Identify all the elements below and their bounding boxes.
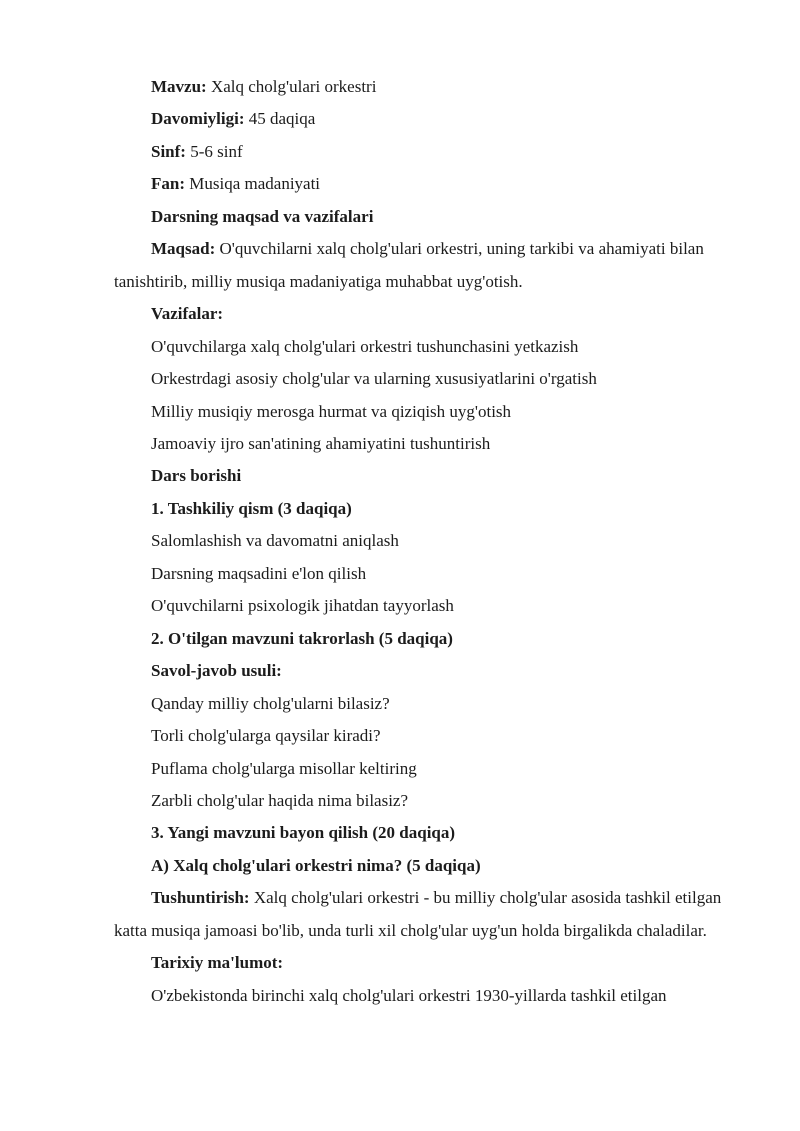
paragraph-lead: Tushuntirish: bbox=[151, 888, 250, 908]
heading-yangi-mavzu bbox=[114, 817, 740, 849]
heading-tashkiliy-qism bbox=[114, 493, 740, 525]
paragraph bbox=[114, 590, 740, 622]
paragraph-text: Xalq cholg'ulari orkestri bbox=[206, 77, 377, 96]
paragraph bbox=[114, 720, 740, 752]
paragraph bbox=[114, 363, 740, 395]
paragraph-text: Salomlashish va davomatni aniqlash bbox=[151, 531, 399, 551]
heading-tarixiy-malumot bbox=[114, 947, 740, 979]
paragraph-lead: Tarixiy ma'lumot: bbox=[151, 953, 284, 973]
paragraph-maqsad bbox=[114, 233, 740, 298]
paragraph-text: Puflama cholg'ularga misollar keltiring bbox=[151, 758, 417, 778]
paragraph bbox=[114, 525, 740, 557]
paragraph-fan bbox=[114, 168, 740, 200]
paragraph-lead: Dars borishi bbox=[151, 466, 242, 486]
paragraph-text: O'quvchilarni xalq cholg'ulari orkestri, uning tarkibi va ahamiyati bilan tanishtirib, milliy musiqa madaniyatiga muhabbat uyg'otish. bbox=[114, 239, 704, 291]
paragraph bbox=[114, 753, 740, 785]
paragraph-lead: Mavzu: bbox=[151, 77, 207, 96]
paragraph-text: O'quvchilarni psixologik jihatdan tayyorlash bbox=[151, 596, 454, 616]
paragraph-lead: Vazifalar: bbox=[151, 304, 224, 324]
paragraph-text: O'quvchilarga xalq cholg'ulari orkestri tushunchasini yetkazish bbox=[151, 336, 579, 356]
paragraph-text: Torli cholg'ularga qaysilar kiradi? bbox=[151, 726, 381, 746]
paragraph-text: 5-6 sinf bbox=[185, 141, 243, 161]
paragraph-lead: Darsning maqsad va vazifalari bbox=[151, 206, 374, 226]
paragraph bbox=[114, 331, 740, 363]
paragraph-davomiyligi bbox=[114, 103, 740, 135]
heading-savol-javob bbox=[114, 655, 740, 687]
paragraph-text: Orkestrdagi asosiy cholg'ular va ularning xususiyatlarini o'rgatish bbox=[151, 369, 597, 389]
paragraph-tushuntirish bbox=[114, 882, 740, 947]
paragraph bbox=[114, 785, 740, 817]
paragraph-lead: 2. O'tilgan mavzuni takrorlash (5 daqiqa) bbox=[151, 628, 453, 648]
paragraph-text: Zarbli cholg'ular haqida nima bilasiz? bbox=[151, 790, 409, 810]
paragraph-lead: Davomiyligi: bbox=[151, 109, 245, 129]
paragraph-text: Musiqa madaniyati bbox=[185, 174, 321, 194]
heading-dars-borishi bbox=[114, 460, 740, 492]
paragraph bbox=[114, 688, 740, 720]
paragraph-lead: Maqsad: bbox=[151, 239, 216, 259]
paragraph bbox=[114, 980, 740, 1012]
paragraph-lead: 3. Yangi mavzuni bayon qilish (20 daqiqa) bbox=[151, 823, 456, 843]
heading-vazifalar bbox=[114, 298, 740, 330]
paragraph-sinf bbox=[114, 136, 740, 168]
paragraph bbox=[114, 428, 740, 460]
paragraph-text: Milliy musiqiy merosga hurmat va qiziqish uyg'otish bbox=[151, 401, 512, 421]
paragraph-mavzu bbox=[114, 71, 740, 103]
paragraph-text: Darsning maqsadini e'lon qilish bbox=[151, 563, 367, 583]
paragraph-text: O'zbekistonda birinchi xalq cholg'ulari orkestri 1930-yillarda tashkil etilgan bbox=[151, 985, 667, 1005]
paragraph-text: Xalq cholg'ulari orkestri - bu milliy cholg'ular asosida tashkil etilgan katta musiqa jamoasi bo'lib, unda turli xil cholg'ular uyg'un holda birgalikda chaladilar. bbox=[114, 888, 722, 940]
paragraph-text: Jamoaviy ijro san'atining ahamiyatini tushuntirish bbox=[151, 433, 491, 453]
paragraph-lead: Sinf: bbox=[151, 141, 186, 161]
paragraph-lead: A) Xalq cholg'ulari orkestri nima? (5 daqiqa) bbox=[151, 855, 481, 875]
paragraph-lead: Fan: bbox=[151, 174, 185, 194]
paragraph bbox=[114, 558, 740, 590]
paragraph-text: Qanday milliy cholg'ularni bilasiz? bbox=[151, 693, 390, 713]
heading-orkestr-nima bbox=[114, 850, 740, 882]
paragraph-lead: 1. Tashkiliy qism (3 daqiqa) bbox=[151, 498, 352, 518]
paragraph-text: 45 daqiqa bbox=[244, 109, 316, 129]
heading-maqsad-vazifalar bbox=[114, 201, 740, 233]
paragraph bbox=[114, 396, 740, 428]
paragraph-lead: Savol-javob usuli: bbox=[151, 661, 282, 681]
heading-takrorlash bbox=[114, 623, 740, 655]
